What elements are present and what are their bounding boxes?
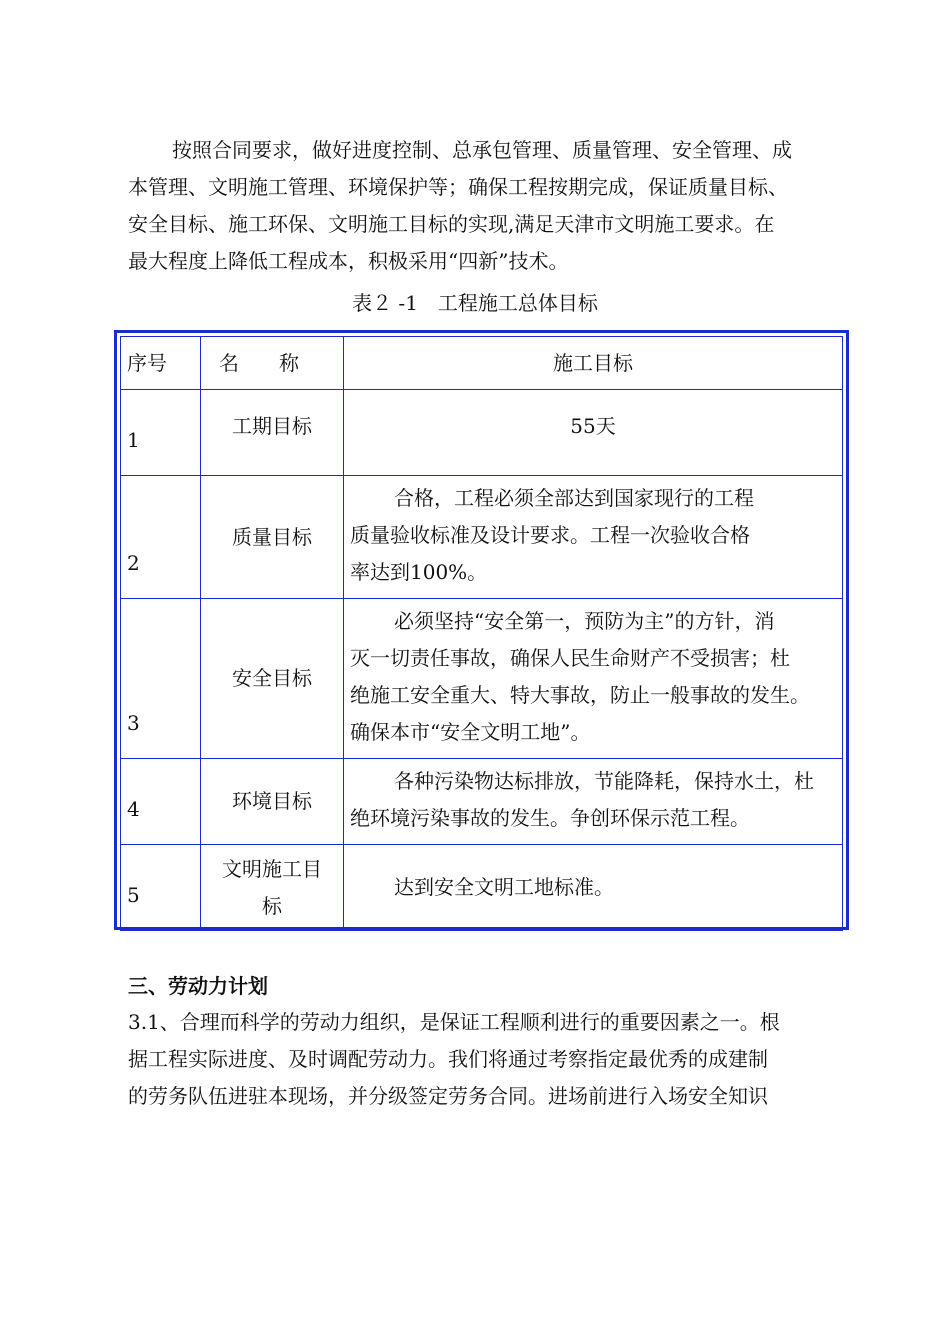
row-name-text: 环境目标 [232, 789, 312, 813]
row-name [201, 845, 344, 931]
row-goal [344, 390, 843, 476]
row-name [201, 599, 344, 759]
header-name: 名 称 [201, 337, 344, 390]
row-goal [344, 845, 843, 931]
row-index: 2 [121, 476, 201, 599]
row-name [201, 476, 344, 599]
section-line: 的劳务队伍进驻本现场，并分级签定劳务合同。进场前进行入场安全知识 [128, 1084, 768, 1108]
header-goal: 施工目标 [344, 337, 843, 390]
goal-line: 合格，工程必须全部达到国家现行的工程 [394, 486, 754, 510]
goal-line: 灭一切责任事故，确保人民生命财产不受损害；杜 [350, 646, 790, 670]
row-index: 5 [121, 845, 201, 931]
row-name [201, 759, 344, 845]
row-goal [344, 599, 843, 759]
row-goal [344, 476, 843, 599]
header-index: 序号 [121, 337, 201, 390]
goal-line: 率达到100%。 [350, 560, 488, 584]
intro-line: 最大程度上降低工程成本，积极采用“四新”技术。 [128, 249, 569, 273]
intro-line: 按照合同要求，做好进度控制、总承包管理、质量管理、安全管理、成 [172, 138, 792, 162]
table-caption: 表２ -1 工程施工总体目标 [352, 291, 598, 315]
row-name-text: 文明施工目 [222, 856, 322, 881]
goal-line: 质量验收标准及设计要求。工程一次验收合格 [350, 523, 750, 547]
intro-line: 安全目标、施工环保、文明施工目标的实现,满足天津市文明施工要求。在 [128, 212, 775, 236]
section-heading: 三、劳动力计划 [128, 974, 268, 998]
goal-line: 各种污染物达标排放，节能降耗，保持水土，杜 [394, 769, 814, 793]
row-goal [344, 759, 843, 845]
row-name-text: 工期目标 [232, 414, 312, 438]
row-name-text: 质量目标 [232, 524, 312, 549]
table-row [121, 476, 843, 599]
row-name-text: 标 [262, 893, 282, 918]
table-row [121, 759, 843, 845]
goal-line: 绝施工安全重大、特大事故，防止一般事故的发生。 [350, 683, 810, 707]
section-paragraph [128, 1004, 840, 1115]
section-line: 据工程实际进度、及时调配劳动力。我们将通过考察指定最优秀的成建制 [128, 1047, 768, 1071]
row-name [201, 390, 344, 476]
goals-table-frame [114, 330, 849, 930]
row-index: 3 [121, 599, 201, 759]
row-index: 4 [121, 759, 201, 845]
table-row [121, 845, 843, 931]
row-name-text: 安全目标 [232, 666, 312, 690]
intro-line: 本管理、文明施工管理、环境保护等；确保工程按期完成，保证质量目标、 [128, 175, 788, 199]
goal-line: 确保本市“安全文明工地”。 [350, 720, 591, 744]
row-index: 1 [121, 390, 201, 476]
goal-line: 必须坚持“安全第一，预防为主”的方针，消 [394, 609, 775, 633]
goals-table [120, 336, 843, 931]
section-line: 3.1、合理而科学的劳动力组织，是保证工程顺利进行的重要因素之一。根 [128, 1010, 780, 1034]
table-header-row [121, 337, 843, 390]
goal-line: 55天 [570, 414, 616, 438]
table-row [121, 390, 843, 476]
goal-line: 达到安全文明工地标准。 [394, 875, 614, 899]
intro-paragraph [128, 132, 840, 280]
goal-line: 绝环境污染事故的发生。争创环保示范工程。 [350, 806, 750, 830]
table-row [121, 599, 843, 759]
